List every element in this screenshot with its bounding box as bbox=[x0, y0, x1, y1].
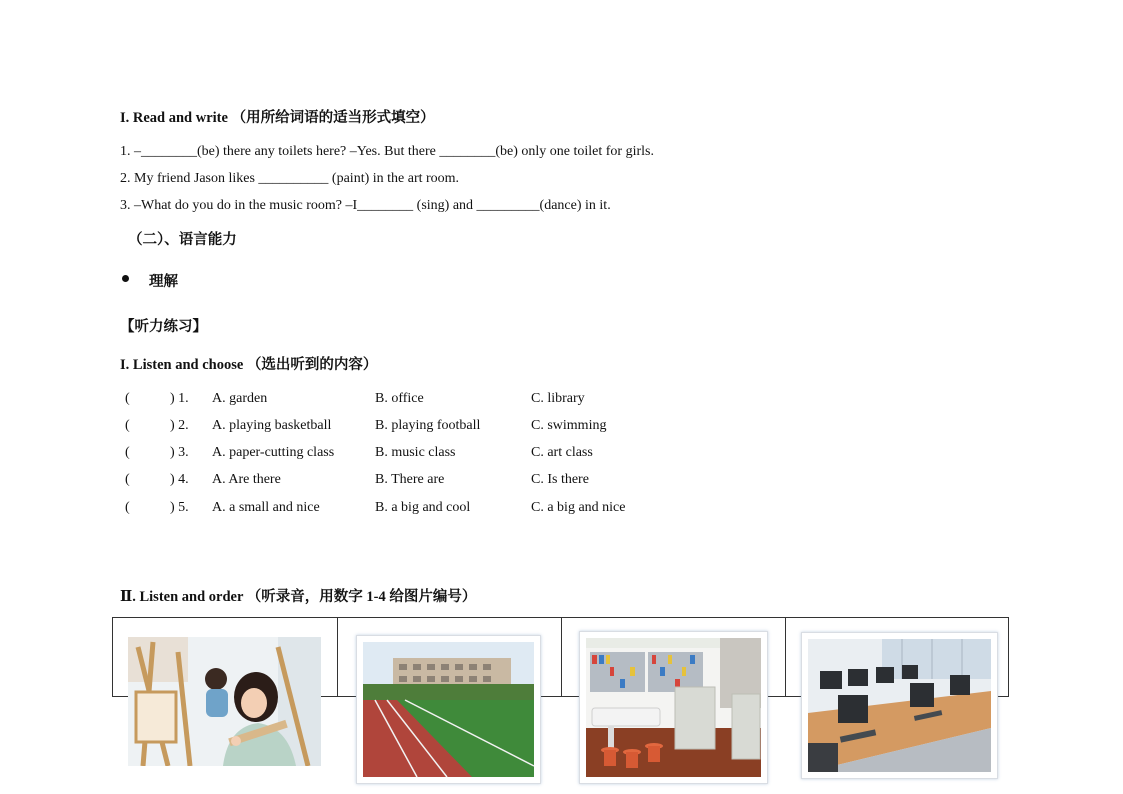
option-a: A. a small and nice bbox=[212, 500, 320, 515]
library-picture bbox=[579, 631, 768, 784]
question-number: ) 2. bbox=[170, 418, 189, 433]
option-a: A. paper-cutting class bbox=[212, 445, 335, 460]
bullet-icon bbox=[122, 275, 129, 282]
option-b: B. playing football bbox=[375, 418, 481, 433]
option-a: A. playing basketball bbox=[212, 418, 332, 433]
section-heading-listen-choose: I. Listen and choose （选出听到的内容） bbox=[120, 357, 378, 373]
answer-paren: ( bbox=[125, 500, 130, 515]
section-heading-read-write: I. Read and write （用所给词语的适当形式填空） bbox=[120, 110, 435, 126]
option-a: A. Are there bbox=[212, 472, 281, 487]
option-b: B. office bbox=[375, 391, 424, 406]
exercise-line-3: 3. –What do you do in the music room? –I________ (sing) and _________(dance) in it. bbox=[120, 198, 611, 213]
listening-title: 【听力练习】 bbox=[120, 319, 207, 335]
option-c: C. a big and nice bbox=[531, 500, 626, 515]
question-number: ) 1. bbox=[170, 391, 189, 406]
question-number: ) 4. bbox=[170, 472, 189, 487]
option-c: C. swimming bbox=[531, 418, 607, 433]
option-c: C. art class bbox=[531, 445, 593, 460]
question-number: ) 3. bbox=[170, 445, 189, 460]
question-number: ) 5. bbox=[170, 500, 189, 515]
answer-paren: ( bbox=[125, 472, 130, 487]
playground-picture bbox=[356, 635, 541, 784]
option-c: C. library bbox=[531, 391, 585, 406]
art-room-picture bbox=[128, 637, 321, 766]
answer-paren: ( bbox=[125, 418, 130, 433]
section-heading-listen-order: Ⅱ. Listen and order （听录音，用数字 1-4 给图片编号） bbox=[120, 589, 477, 605]
option-c: C. Is there bbox=[531, 472, 589, 487]
answer-paren: ( bbox=[125, 445, 130, 460]
computer-room-picture bbox=[801, 632, 998, 779]
section-heading-language-ability: （二）、语言能力 bbox=[128, 232, 237, 248]
exercise-line-2: 2. My friend Jason likes __________ (paint) in the art room. bbox=[120, 171, 460, 186]
option-b: B. There are bbox=[375, 472, 445, 487]
bullet-label: 理解 bbox=[149, 274, 178, 290]
answer-paren: ( bbox=[125, 391, 130, 406]
option-b: B. music class bbox=[375, 445, 456, 460]
exercise-line-1: 1. –________(be) there any toilets here? –Yes. But there ________(be) only one toilet for girls. bbox=[120, 144, 654, 159]
option-b: B. a big and cool bbox=[375, 500, 471, 515]
option-a: A. garden bbox=[212, 391, 268, 406]
